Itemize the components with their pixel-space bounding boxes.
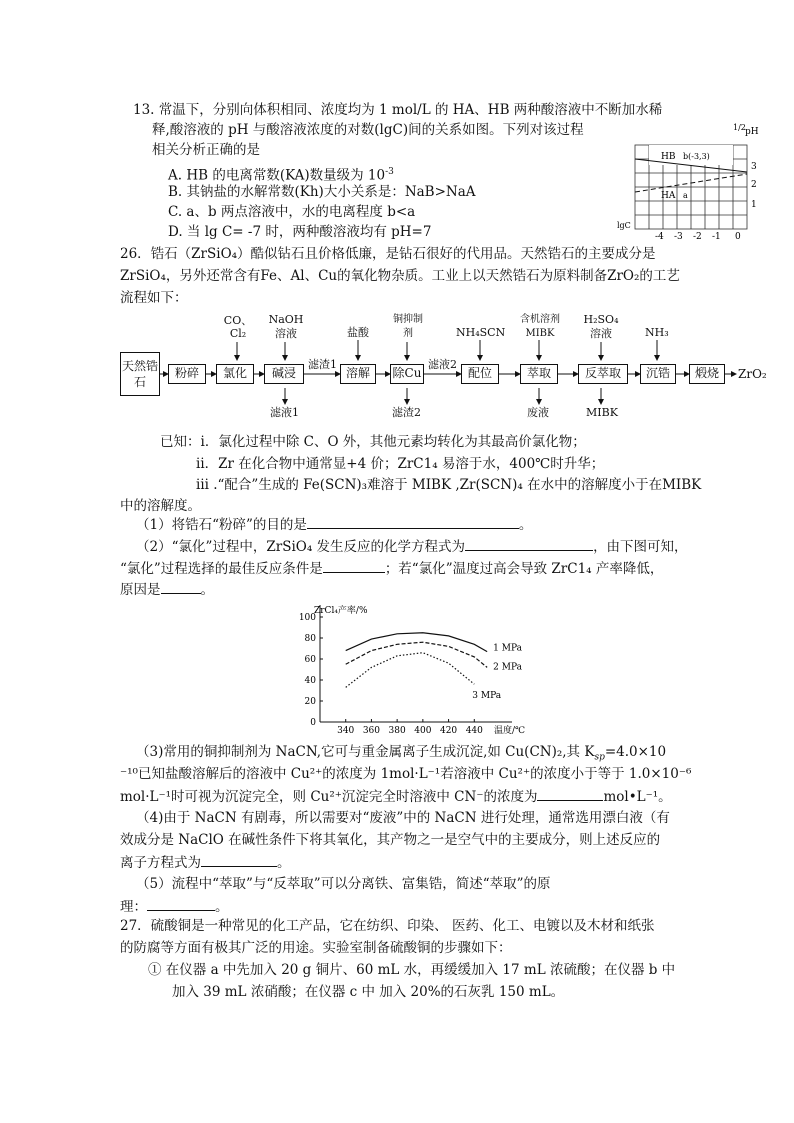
q27-line1: 27．硫酸铜是一种常见的化工产品，它在纺织、印染、 医药、化工、电镀以及木材和纸张 <box>120 918 655 934</box>
q26-sub4-line3: 离子方程式为 。 <box>120 852 291 873</box>
q13-y-label-frac: 1/2 <box>733 123 746 132</box>
q26-sub1: （1）将锆石“粉碎”的目的是 。 <box>136 514 532 535</box>
flow-input-h2so4: H₂SO₄溶液 <box>583 313 619 340</box>
q26-sub3-line3: mol·L⁻¹时可视为沉淀完全，则 Cu²⁺沉淀完全时溶液中 CN⁻的浓度为 mol•L⁻¹。 <box>120 786 672 807</box>
q13-option-b: B. 其钠盐的水解常数(Kh)大小关系是：NaB>NaA <box>168 184 476 200</box>
answer-blank[interactable] <box>307 514 519 529</box>
x-tick-label: 360 <box>362 726 381 736</box>
flow-input-nh4scn: NH₄SCN <box>456 326 506 339</box>
q26-sub2-line1: （2）“氯化”过程中，ZrSiO₄ 发生反应的化学方程式为 ，由下图可知， <box>136 536 688 557</box>
x-axis-label: 温度/℃ <box>494 726 526 736</box>
q26-line2: ZrSiO₄，另外还常含有Fe、Al、Cu的氧化物杂质。工业上以天然锆石为原料制备ZrO₂的工艺 <box>120 268 680 284</box>
flow-input-mibk: 含机溶剂MIBK <box>520 314 560 339</box>
flow-box-extract: 萃取 <box>520 364 558 384</box>
flow-box-remove-cu: 除Cu <box>390 364 424 384</box>
flow-box-coordinate: 配位 <box>461 364 499 384</box>
process-flowchart <box>0 0 794 430</box>
q26-sub3-line1: （3)常用的铜抑制剂为 NaCN,它可与重金属离子生成沉淀,如 Cu(CN)₂,其 $K_{sp}=4.0\times 10$ <box>136 744 667 763</box>
q13-x-label: lgC <box>617 221 631 230</box>
answer-blank[interactable] <box>147 896 215 911</box>
q13-line2: 释,酸溶液的 pH 与酸溶液浓度的对数(lgC)间的关系如图。下列对该过程 <box>152 122 584 138</box>
q13-line3: 相关分析正确的是 <box>152 142 260 158</box>
y-tick-label: 100 <box>298 613 316 623</box>
q13-x-tick: -4 <box>655 232 664 242</box>
flow-product: ZrO₂ <box>738 367 767 381</box>
flow-box-crush: 粉碎 <box>168 364 206 384</box>
q26-sub2-line3: 原因是 。 <box>120 579 214 600</box>
q26-known-3: ⅲ .“配合”生成的 Fe(SCN)₃难溶于 MIBK ,Zr(SCN)₄ 在水中的溶解度小于在MIBK <box>196 477 702 493</box>
series-line-2 <box>346 642 487 667</box>
q13-x-tick: -1 <box>712 232 721 242</box>
flow-output-waste: 废液 <box>527 406 549 419</box>
flow-output-filtrate-1: 滤液1 <box>270 406 299 419</box>
series-label: 1 MPa <box>493 643 522 654</box>
q13-option-a: A. HB 的电离常数(KA)数量级为 $10^{-3}$ <box>168 167 394 184</box>
flow-output-mibk: MIBK <box>586 406 618 419</box>
flow-box-back-extract: 反萃取 <box>578 364 628 384</box>
q13-ha-label: HA <box>661 191 676 201</box>
flow-input-hcl: 盐酸 <box>347 326 369 339</box>
q26-known-2: ⅱ．Zr 在化合物中通常显+4 价；ZrC1₄ 易溶于水，400℃时升华； <box>196 456 605 472</box>
flow-residue-1: 滤渣1 <box>308 358 337 371</box>
q13-y-tick: 3 <box>751 162 757 172</box>
x-tick-label: 400 <box>414 726 432 736</box>
flow-filtrate-2: 滤液2 <box>428 358 457 371</box>
q13-hb-label: HB <box>661 152 676 162</box>
q13-point-b: b(-3,3) <box>683 152 710 161</box>
q13-y-label: pH <box>745 127 759 137</box>
x-tick-label: 440 <box>465 726 483 736</box>
flow-box-raw-zircon: 天然锆石 <box>120 352 160 396</box>
series-label: 3 MPa <box>472 691 502 702</box>
q26-sub4-line2: 效成分是 NaClO 在碱性条件下将其氧化，其产物之一是空气中的主要成分，则上述反应的 <box>120 832 661 848</box>
q27-step1-line2: 加入 39 mL 浓硝酸；在仪器 c 中 加入 20%的石灰乳 150 mL。 <box>172 984 565 1000</box>
q13-line1: 13. 常温下，分别向体积相同、浓度均为 1 mol/L 的 HA、HB 两种酸溶液中不断加水稀 <box>133 102 663 118</box>
y-tick-label: 40 <box>304 676 316 686</box>
answer-blank[interactable] <box>201 852 277 867</box>
q26-known-1: 已知：i．氯化过程中除 C、O 外，其他元素均转化为其最高价氯化物； <box>160 434 586 450</box>
q13-point-a: a <box>683 191 688 200</box>
answer-blank[interactable] <box>323 558 385 573</box>
q26-line3: 流程如下： <box>120 290 188 306</box>
q27-step1-line1: ① 在仪器 a 中先加入 20 g 铜片、60 mL 水，再缓缓加入 17 mL 浓硫酸；在仪器 b 中 <box>148 962 676 978</box>
flow-input-nh3: NH₃ <box>645 326 669 339</box>
x-tick-label: 420 <box>439 726 458 736</box>
q13-y-tick: 2 <box>751 180 757 190</box>
q13-option-d: D. 当 lg C= -7 时，两种酸溶液均有 pH=7 <box>168 224 432 240</box>
q27-line2: 的防腐等方面有极其广泛的用途。实验室制备硫酸铜的步骤如下： <box>120 940 512 956</box>
q13-x-tick: 0 <box>735 232 741 242</box>
q26-sub5-line1: （5）流程中“萃取”与“反萃取”可以分离铁、富集锆，简述“萃取”的原 <box>136 876 551 892</box>
flow-box-precipitate-zr: 沉锆 <box>640 364 676 384</box>
q13-x-tick: -2 <box>693 232 702 242</box>
flow-output-residue-2: 滤渣2 <box>392 406 421 419</box>
y-axis-label: ZrCl₄产率/% <box>314 606 368 616</box>
flow-box-dissolve: 溶解 <box>340 364 376 384</box>
flow-input-co-cl2: CO、Cl₂ <box>223 314 253 340</box>
x-tick-label: 380 <box>388 726 406 736</box>
q26-sub4-line1: （4)由于 NaCN 有剧毒，所以需要对“废液”中的 NaCN 进行处理，通常选用漂白液（有 <box>136 810 670 826</box>
y-tick-label: 0 <box>310 718 316 728</box>
q26-known-4: 中的溶解度。 <box>120 498 201 514</box>
series-label: 2 MPa <box>493 662 522 673</box>
flow-box-calcine: 煅烧 <box>689 364 725 384</box>
q13-y-tick: 1 <box>751 200 757 210</box>
flow-input-cu-inhibitor: 铜抑制剂 <box>393 314 423 339</box>
y-tick-label: 80 <box>304 634 316 644</box>
q26-line1: 26．锆石（ZrSiO₄）酷似钻石且价格低廉，是钻石很好的代用品。天然锆石的主要成分是 <box>120 246 656 262</box>
answer-blank[interactable] <box>537 786 603 801</box>
flow-box-alkali-leach: 碱浸 <box>264 364 304 384</box>
answer-blank[interactable] <box>161 579 201 594</box>
y-tick-label: 60 <box>304 655 316 665</box>
q26-sub5-line2: 理： 。 <box>120 896 229 917</box>
x-tick-label: 340 <box>337 726 355 736</box>
zrcl4-yield-chart <box>292 596 542 736</box>
flow-box-chlorinate: 氯化 <box>216 364 254 384</box>
y-tick-label: 20 <box>304 697 316 707</box>
flow-input-naoh: NaOH溶液 <box>268 313 304 340</box>
q13-x-tick: -3 <box>674 232 683 242</box>
answer-blank[interactable] <box>465 536 593 551</box>
series-line-3 <box>346 653 475 688</box>
q26-sub2-line2: “氯化”过程选择的最佳反应条件是 ；若“氯化”温度过高会导致 ZrC1₄ 产率降低， <box>120 558 663 579</box>
q26-sub3-line2: ⁻¹⁰已知盐酸溶解后的溶液中 Cu²⁺的浓度为 1mol·L⁻¹若溶液中 Cu²⁺的浓度小于等于 1.0×10⁻⁶ <box>120 766 692 782</box>
q13-option-c: C. a、b 两点溶液中，水的电离程度 b<a <box>168 204 416 220</box>
